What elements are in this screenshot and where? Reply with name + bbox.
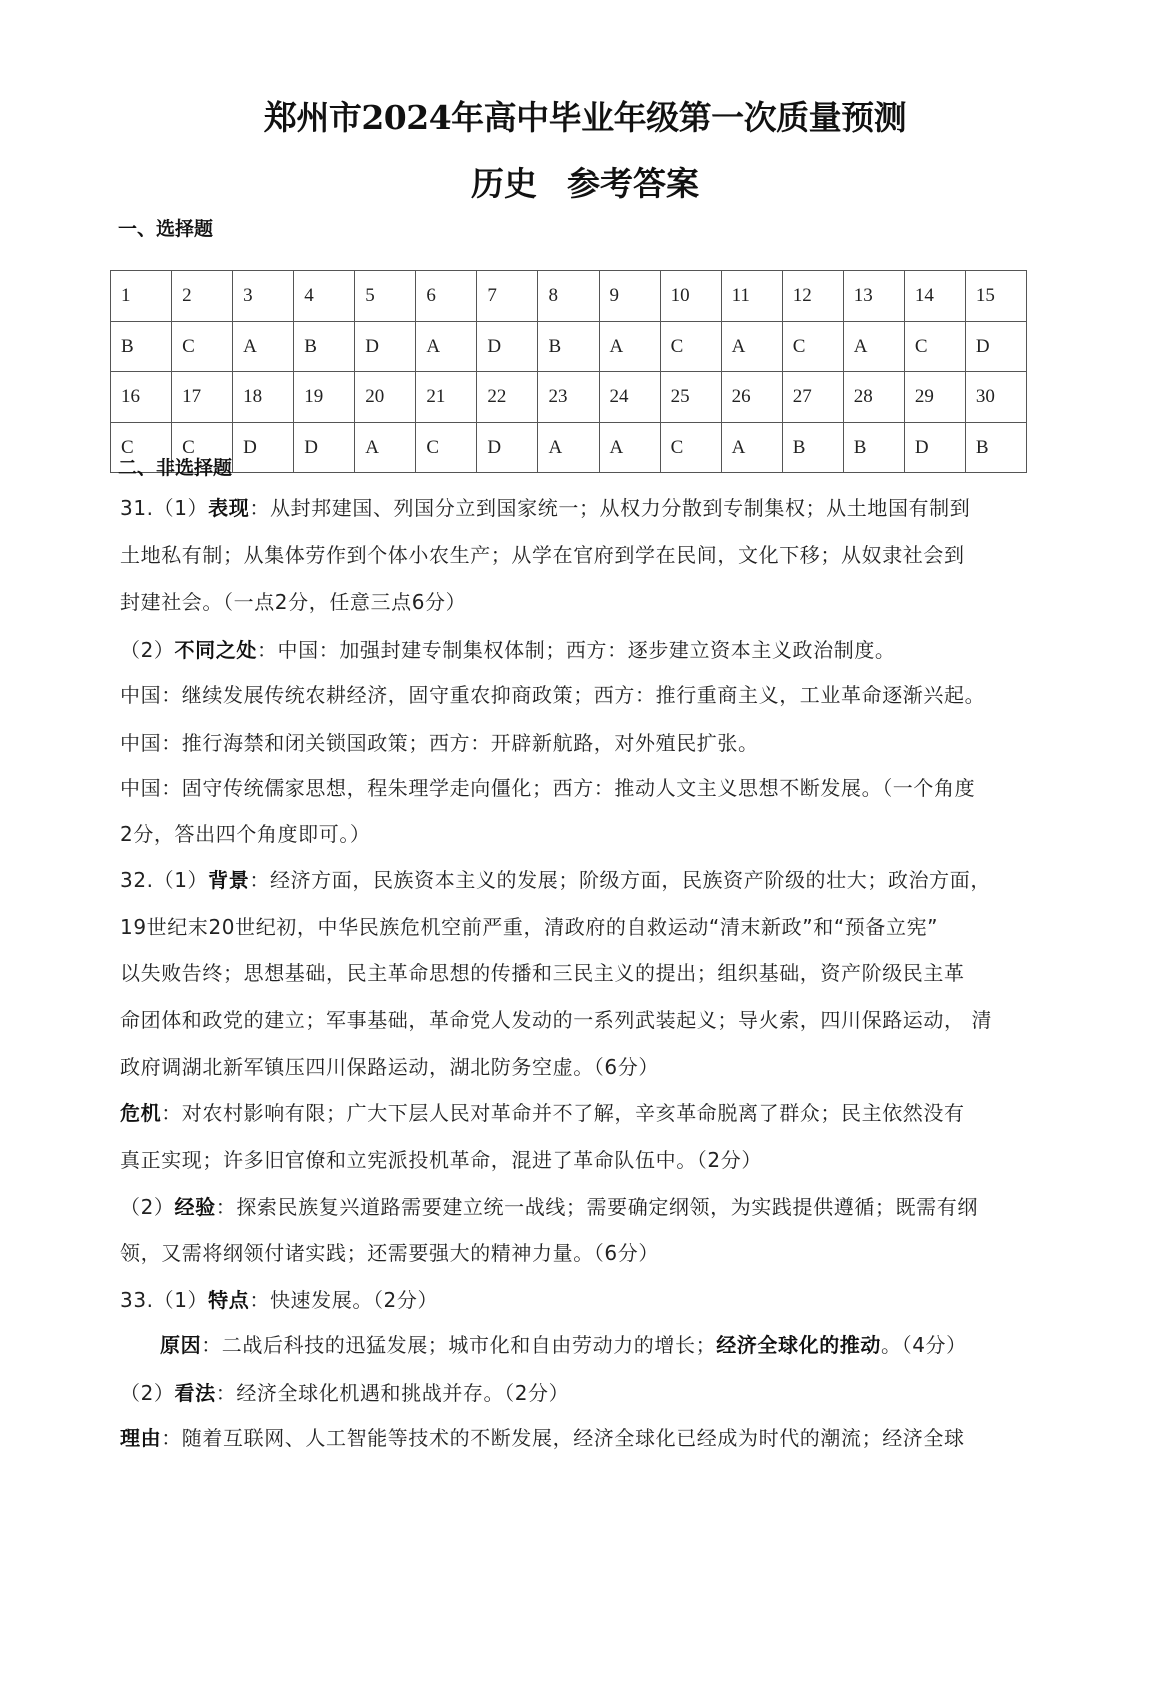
answer-line <box>120 592 1060 612</box>
question-number-cell: 8 <box>538 271 599 322</box>
answer-cell: D <box>294 423 355 473</box>
question-prefix: （2） <box>120 638 175 662</box>
document-subtitle <box>0 158 1170 205</box>
answer-line <box>120 498 1060 518</box>
answer-cell: C <box>660 423 721 473</box>
answer-line <box>120 1335 1100 1355</box>
question-number-cell: 24 <box>599 372 660 423</box>
answer-line <box>120 917 1060 937</box>
answer-keyword: 危机 <box>120 1101 162 1125</box>
answer-cell: C <box>172 423 233 473</box>
answer-cell: B <box>782 423 843 473</box>
question-number-cell: 27 <box>782 372 843 423</box>
answer-text: 中国：固守传统儒家思想，程朱理学走向僵化；西方：推动人文主义思想不断发展。（一个角度 <box>120 776 976 800</box>
answer-cell: A <box>599 423 660 473</box>
answer-text: ：经济全球化机遇和挑战并存。（2分） <box>215 1381 570 1405</box>
answer-cell: B <box>538 322 599 372</box>
answer-keyword: 看法 <box>174 1381 216 1405</box>
answer-line <box>120 733 1060 753</box>
answer-cell: B <box>111 322 172 372</box>
answer-text: 领，又需将纲领付诸实践；还需要强大的精神力量。（6分） <box>120 1241 659 1265</box>
answer-cell: A <box>538 423 599 473</box>
answer-line <box>120 1103 1060 1123</box>
question-number-cell: 6 <box>416 271 477 322</box>
answer-keyword: 理由 <box>120 1426 162 1450</box>
answer-text: 土地私有制；从集体劳作到个体小农生产；从学在官府到学在民间，文化下移；从奴隶社会到 <box>120 543 965 567</box>
answer-cell: D <box>477 423 538 473</box>
answer-table <box>110 270 1027 473</box>
answer-line <box>120 1197 1060 1217</box>
answer-line <box>120 1150 1060 1170</box>
question-number-cell: 7 <box>477 271 538 322</box>
question-number-cell: 22 <box>477 372 538 423</box>
question-number-cell: 18 <box>233 372 294 423</box>
answer-keyword: 经济全球化的推动 <box>716 1333 882 1357</box>
question-number-cell: 5 <box>355 271 416 322</box>
question-number-cell: 25 <box>660 372 721 423</box>
answer-keyword: 不同之处 <box>174 638 257 662</box>
answer-line <box>120 1383 1060 1403</box>
question-number-cell: 1 <box>111 271 172 322</box>
answer-text: ：随着互联网、人工智能等技术的不断发展，经济全球化已经成为时代的潮流；经济全球 <box>161 1426 965 1450</box>
answer-text: 真正实现；许多旧官僚和立宪派投机革命，混进了革命队伍中。（2分） <box>120 1148 762 1172</box>
answer-text: ：经济方面，民族资本主义的发展；阶级方面，民族资产阶级的壮大；政治方面， <box>249 868 991 892</box>
answer-cell: A <box>233 322 294 372</box>
question-number-cell: 14 <box>904 271 965 322</box>
answer-text: ：二战后科技的迅猛发展；城市化和自由劳动力的增长； <box>201 1333 717 1357</box>
document-title: 郑州市2024年高中毕业年级第一次质量预测 <box>263 98 907 137</box>
answer-text: ：对农村影响有限；广大下层人民对革命并不了解，辛亥革命脱离了群众；民主依然没有 <box>161 1101 965 1125</box>
answer-cell: D <box>233 423 294 473</box>
answer-line <box>120 778 1060 798</box>
question-prefix: 32.（1） <box>120 868 209 892</box>
answer-cell: A <box>416 322 477 372</box>
question-number-cell: 13 <box>843 271 904 322</box>
answer-keyword: 背景 <box>208 868 250 892</box>
answer-cell: A <box>721 423 782 473</box>
answer-text: ：探索民族复兴道路需要建立统一战线；需要确定纲领，为实践提供遵循；既需有纲 <box>215 1195 978 1219</box>
answer-cell: D <box>355 322 416 372</box>
answer-text: 。（4分） <box>881 1333 967 1357</box>
answer-cell: C <box>111 423 172 473</box>
question-number-cell: 20 <box>355 372 416 423</box>
answer-text: ：从封邦建国、列国分立到国家统一；从权力分散到专制集权；从土地国有制到 <box>249 496 971 520</box>
question-number-cell: 23 <box>538 372 599 423</box>
question-prefix: （2） <box>120 1381 175 1405</box>
question-number-cell: 17 <box>172 372 233 423</box>
answer-cell: C <box>782 322 843 372</box>
question-number-row <box>111 271 1027 322</box>
answer-line <box>120 1428 1060 1448</box>
subject-label: 历史 <box>471 164 537 203</box>
answer-text: 2分，答出四个角度即可。） <box>120 822 371 846</box>
answer-cell: D <box>477 322 538 372</box>
question-number-cell: 2 <box>172 271 233 322</box>
question-number-cell: 9 <box>599 271 660 322</box>
answer-line <box>120 1010 1060 1030</box>
question-number-cell: 16 <box>111 372 172 423</box>
answer-cell: D <box>965 322 1026 372</box>
section-heading-multiple-choice: 一、选择题 <box>118 218 214 240</box>
section-heading-open-questions: 二、非选择题 <box>118 457 233 479</box>
answer-line <box>120 870 1060 890</box>
answer-line <box>120 685 1060 705</box>
answer-line <box>120 1290 1060 1310</box>
answer-cell: C <box>660 322 721 372</box>
answer-line <box>120 824 1060 844</box>
question-number-cell: 10 <box>660 271 721 322</box>
answer-text: ：快速发展。（2分） <box>249 1288 439 1312</box>
answer-line <box>120 640 1060 660</box>
answer-cell: C <box>172 322 233 372</box>
question-number-row <box>111 372 1027 423</box>
answer-keyword: 表现 <box>208 496 250 520</box>
question-number-cell: 3 <box>233 271 294 322</box>
question-prefix: 31.（1） <box>120 496 209 520</box>
answer-text: 以失败告终；思想基础，民主革命思想的传播和三民主义的提出；组织基础，资产阶级民主革 <box>120 961 965 985</box>
answer-cell: C <box>416 423 477 473</box>
question-number-cell: 29 <box>904 372 965 423</box>
question-number-cell: 26 <box>721 372 782 423</box>
answer-cell: B <box>965 423 1026 473</box>
answer-cell: A <box>843 322 904 372</box>
answer-text: 19世纪末20世纪初，中华民族危机空前严重，清政府的自救运动“清末新政”和“预备立宪” <box>120 915 939 939</box>
question-number-cell: 4 <box>294 271 355 322</box>
answer-keyword: 原因 <box>160 1333 202 1357</box>
answer-row <box>111 322 1027 372</box>
answer-cell: A <box>355 423 416 473</box>
answer-text: 中国：继续发展传统农耕经济，固守重农抑商政策；西方：推行重商主义，工业革命逐渐兴起。 <box>120 683 986 707</box>
subtitle-label: 参考答案 <box>567 164 699 203</box>
question-number-cell: 15 <box>965 271 1026 322</box>
question-prefix: 33.（1） <box>120 1288 209 1312</box>
question-number-cell: 12 <box>782 271 843 322</box>
answer-text: 命团体和政党的建立；军事基础，革命党人发动的一系列武装起义；导火索，四川保路运动， 清 <box>120 1008 993 1032</box>
answer-row <box>111 423 1027 473</box>
answer-line <box>120 1057 1060 1077</box>
answer-cell: D <box>904 423 965 473</box>
answer-keyword: 经验 <box>174 1195 216 1219</box>
answer-cell: A <box>599 322 660 372</box>
answer-text: 中国：推行海禁和闭关锁国政策；西方：开辟新航路，对外殖民扩张。 <box>120 731 759 755</box>
answer-cell: B <box>294 322 355 372</box>
question-number-cell: 19 <box>294 372 355 423</box>
answer-line <box>120 545 1060 565</box>
answer-line <box>120 963 1060 983</box>
question-number-cell: 30 <box>965 372 1026 423</box>
question-number-cell: 11 <box>721 271 782 322</box>
question-number-cell: 28 <box>843 372 904 423</box>
answer-cell: A <box>721 322 782 372</box>
question-prefix: （2） <box>120 1195 175 1219</box>
answer-cell: B <box>843 423 904 473</box>
answer-keyword: 特点 <box>208 1288 250 1312</box>
answer-text: 政府调湖北新军镇压四川保路运动，湖北防务空虚。（6分） <box>120 1055 659 1079</box>
answer-cell: C <box>904 322 965 372</box>
answer-line <box>120 1243 1060 1263</box>
answer-text: ：中国：加强封建专制集权体制；西方：逐步建立资本主义政治制度。 <box>256 638 896 662</box>
answer-text: 封建社会。（一点2分，任意三点6分） <box>120 590 467 614</box>
question-number-cell: 21 <box>416 372 477 423</box>
